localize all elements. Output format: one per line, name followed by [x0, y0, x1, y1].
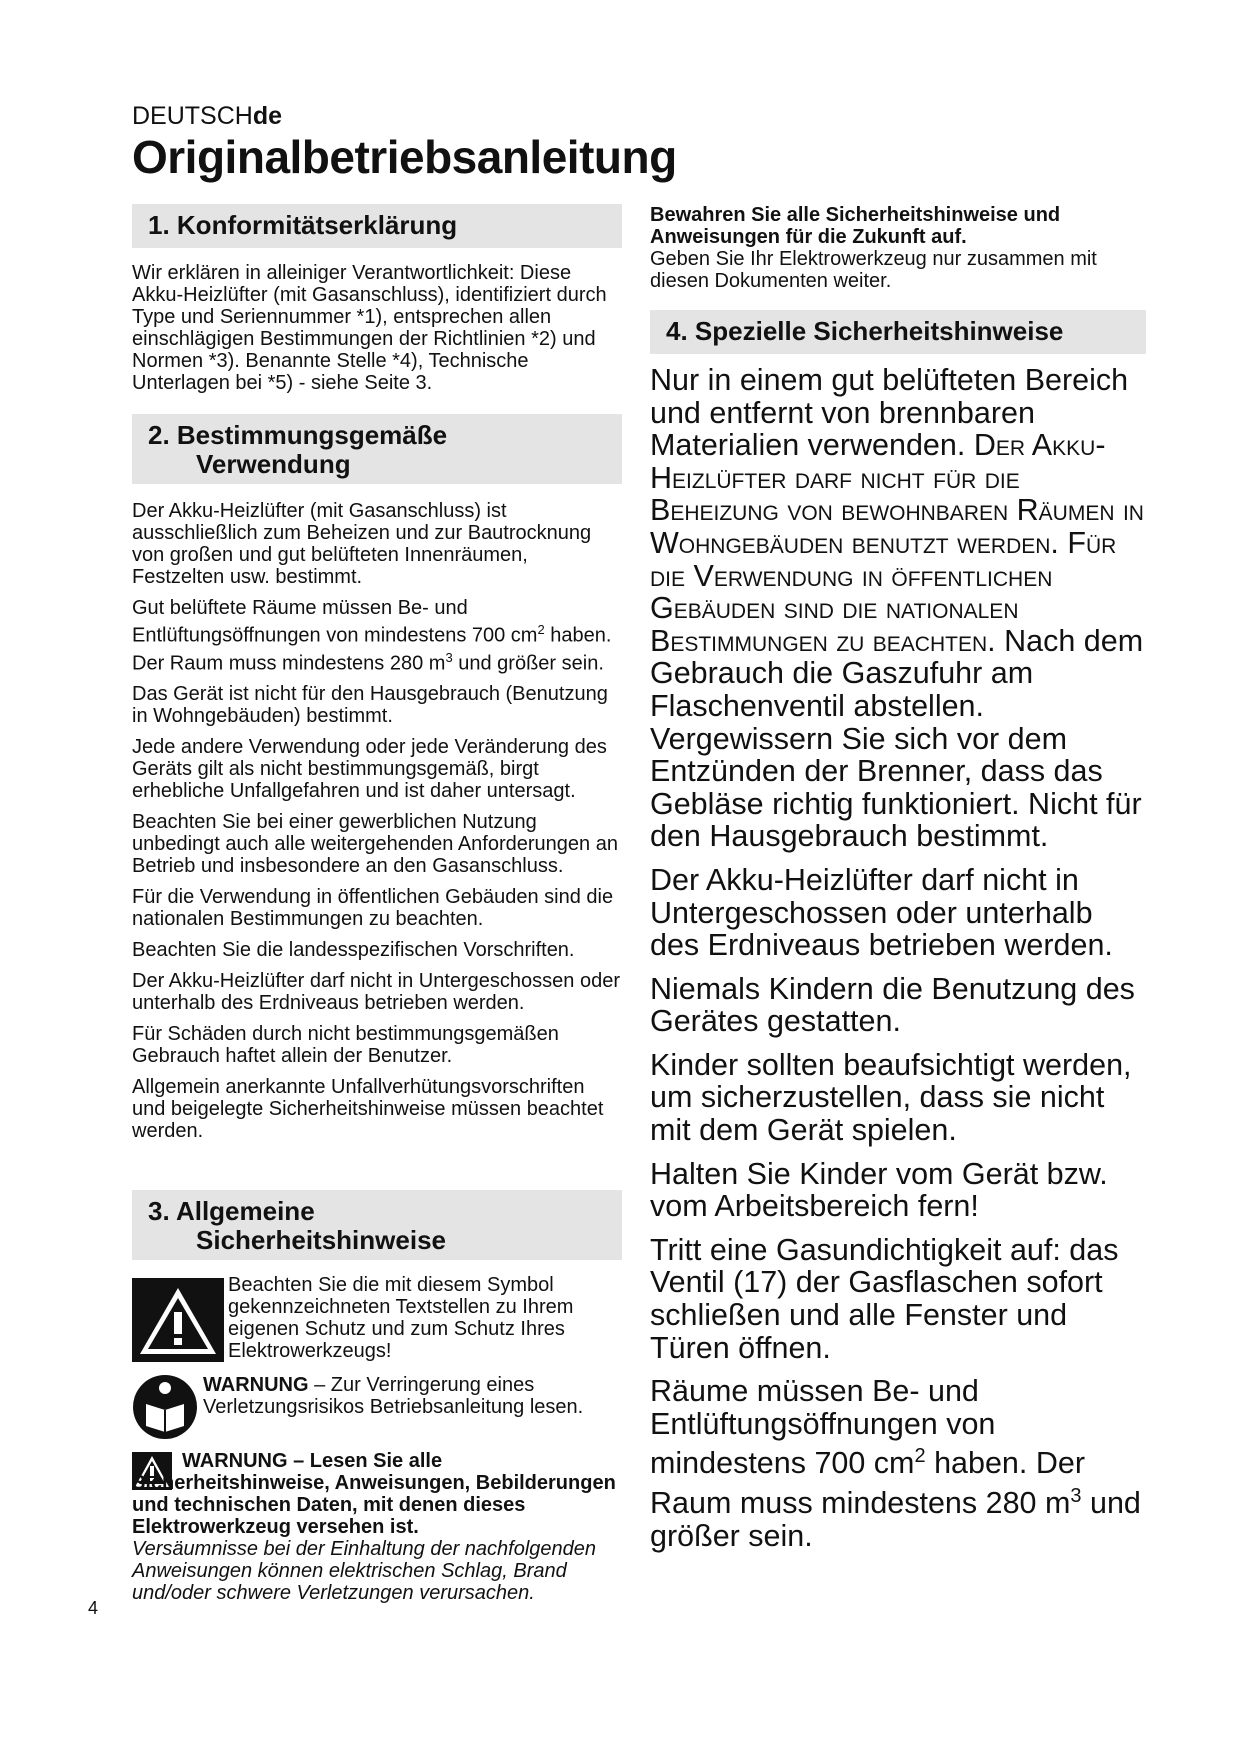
warning-general: WARNUNG – Lesen Sie alle Sicherheitshinweise, Anweisungen, Bebilderungen und technischen Daten, mit denen dieses Elektrowerkzeug versehen ist. Versäumnisse bei der Einhaltung der nachfolgenden Anweisungen können elektrischen Schlag, Brand und/oder schwere Verletzungen verursachen.	[132, 1450, 616, 1604]
warning-read-manual: WARNUNG – Zur Verringerung eines Verletzungsrisikos Betriebsanleitung lesen.	[203, 1374, 584, 1418]
section2-p3: Das Gerät ist nicht für den Hausgebrauch (Benutzung in Wohngebäuden) bestimmt.	[132, 683, 608, 728]
symbol-explanation: Beachten Sie die mit diesem Symbol gekennzeichneten Textstellen zu Ihrem eigenen Schutz und zum Schutz Ihres Elektrowerkzeugs!	[228, 1274, 574, 1362]
warning-triangle-icon	[132, 1278, 224, 1362]
section2-p7: Beachten Sie die landesspezifischen Vorschriften.	[132, 939, 575, 962]
section4-b1: Nur in einem gut belüfteten Bereich und entfernt von brennbaren Materialien verwenden. Der Akku-Heizlüfter darf nicht für die Beheizung von bewohnbaren Räumen in Wohngebäuden benutzt werden. Für die Verwendung in öffentlichen Gebäuden sind die nationalen Bestimmungen zu beachten. Nach dem Gebrauch die Gaszufuhr am Flaschenventil abstellen. Vergewissern Sie sich vor dem Entzünden der Brenner, dass das Gebläse richtig funktioniert. Nicht für den Hausgebrauch bestimmt.	[650, 363, 1144, 854]
section1-body	[132, 262, 622, 403]
section1-text: Wir erklären in alleiniger Verantwortlichkeit: Diese Akku-Heizlüfter (mit Gasanschluss), identifiziert durch Type und Seriennummer *1), entsprechen allen einschlägigen Bestimmungen der Richtlinien *2) und Normen *3). Benannte Stelle *4), Technische Unterlagen bei *5) - siehe Seite 3.	[132, 262, 607, 394]
section4-b2: Der Akku-Heizlüfter darf nicht in Untergeschossen oder unterhalb des Erdniveaus betrieben werden.	[650, 862, 1113, 963]
section2-p10: Allgemein anerkannte Unfallverhütungsvorschriften und beigelegte Sicherheitshinweise müssen beachtet werden.	[132, 1076, 604, 1143]
section1-heading: 1. Konformitätserklärung	[132, 204, 622, 248]
page-number: 4	[88, 1598, 99, 1618]
language-label: DEUTSCHde	[132, 102, 283, 130]
section2-body	[132, 500, 622, 1151]
section4-heading: 4. Spezielle Sicherheitshinweise	[650, 310, 1146, 354]
section2-p6: Für die Verwendung in öffentlichen Gebäuden sind die nationalen Bestimmungen zu beachten.	[132, 886, 614, 931]
section2-p1: Der Akku-Heizlüfter (mit Gasanschluss) ist ausschließlich zum Beheizen und zur Bautrocknung von großen und gut belüfteten Innenräumen, Festzelten usw. bestimmt.	[132, 500, 592, 588]
section2-p4: Jede andere Verwendung oder jede Veränderung des Geräts gilt als nicht bestimmungsgemäß, birgt erhebliche Unfallgefahren und ist daher untersagt.	[132, 736, 607, 803]
section2-p2: Gut belüftete Räume müssen Be- und Entlüftungsöffnungen von mindestens 700 $cm^2$ haben. Der Raum muss mindestens 280 $m^3$ und größer sein.	[132, 597, 612, 675]
section2-p8: Der Akku-Heizlüfter darf nicht in Untergeschossen oder unterhalb des Erdniveaus betrieben werden.	[132, 970, 621, 1015]
section4-b6: Tritt eine Gasundichtigkeit auf: das Ventil (17) der Gasflaschen sofort schließen und alle Fenster und Türen öffnen.	[650, 1232, 1119, 1365]
read-manual-icon	[132, 1374, 198, 1440]
section3-heading: 3. Allgemeine Sicherheitshinweise	[132, 1190, 622, 1260]
section2-p9: Für Schäden durch nicht bestimmungsgemäßen Gebrauch haftet allein der Benutzer.	[132, 1023, 559, 1068]
keep-instructions: Bewahren Sie alle Sicherheitshinweise und Anweisungen für die Zukunft auf. Geben Sie Ihr Elektrowerkzeug nur zusammen mit diesen Dokumenten weiter.	[650, 204, 1097, 292]
section4-b4: Kinder sollten beaufsichtigt werden, um sicherzustellen, dass sie nicht mit dem Gerät spielen.	[650, 1047, 1132, 1148]
page-title: Originalbetriebsanleitung	[132, 131, 677, 183]
section2-p5: Beachten Sie bei einer gewerblichen Nutzung unbedingt auch alle weitergehenden Anforderungen an Betrieb und insbesondere an den Gasanschluss.	[132, 811, 618, 878]
section4-b5: Halten Sie Kinder vom Gerät bzw. vom Arbeitsbereich fern!	[650, 1156, 1108, 1224]
section4-b3: Niemals Kindern die Benutzung des Gerätes gestatten.	[650, 971, 1135, 1039]
section4-body	[650, 364, 1146, 1564]
section4-b7: Räume müssen Be- und Entlüftungsöffnungen von mindestens 700 $cm^2$ haben. Der Raum muss mindestens 280 $m^3$ und größer sein.	[650, 1374, 1141, 1553]
section2-heading: 2. Bestimmungsgemäße Verwendung	[132, 414, 622, 484]
